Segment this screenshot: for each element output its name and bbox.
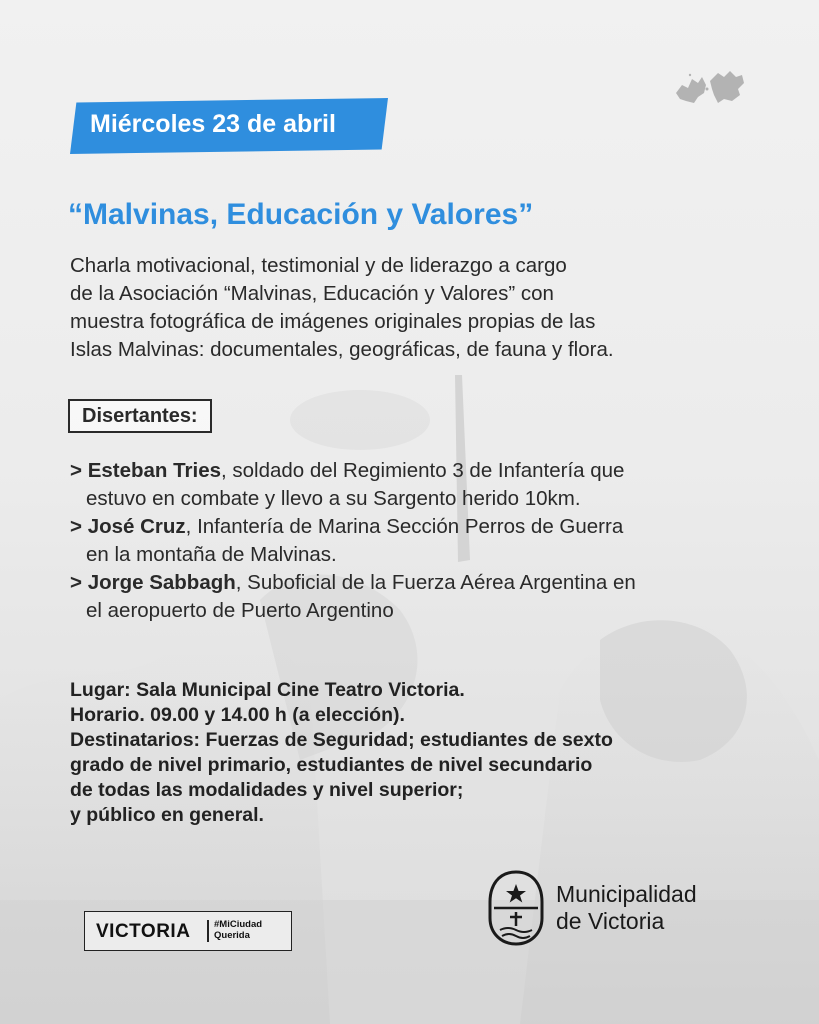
description-line: Islas Malvinas: documentales, geográficas, de fauna y flora. bbox=[70, 338, 614, 361]
description-line: Charla motivacional, testimonial y de liderazgo a cargo bbox=[70, 254, 567, 277]
municipality-line: Municipalidad bbox=[556, 881, 697, 907]
municipality-name bbox=[556, 881, 697, 935]
victoria-wordmark: VICTORIA bbox=[96, 921, 191, 942]
speakers-list bbox=[70, 457, 790, 625]
info-audience-cont: grado de nivel primario, estudiantes de nivel secundario bbox=[70, 754, 593, 776]
info-audience: Destinatarios: Fuerzas de Seguridad; estudiantes de sexto bbox=[70, 729, 613, 751]
description-line: muestra fotográfica de imágenes originales propias de las bbox=[70, 310, 596, 333]
municipality-line: de Victoria bbox=[556, 908, 665, 934]
hashtag-line: Querida bbox=[214, 930, 250, 941]
speaker-item bbox=[70, 457, 790, 513]
logo-divider bbox=[207, 920, 209, 942]
speaker-name: Jorge Sabbagh bbox=[87, 571, 236, 594]
speaker-role: , Suboficial de la Fuerza Aérea Argentina en bbox=[235, 571, 636, 594]
municipal-shield-icon bbox=[486, 868, 546, 948]
info-schedule: Horario. 09.00 y 14.00 h (a elección). bbox=[70, 704, 405, 726]
speaker-role-cont: el aeropuerto de Puerto Argentino bbox=[86, 599, 394, 622]
info-audience-cont: de todas las modalidades y nivel superior; bbox=[70, 779, 464, 801]
speaker-role-cont: estuvo en combate y llevo a su Sargento herido 10km. bbox=[86, 487, 581, 510]
malvinas-map-icon bbox=[670, 63, 750, 111]
event-title: “Malvinas, Educación y Valores” bbox=[68, 198, 534, 231]
speaker-name: José Cruz bbox=[87, 515, 186, 538]
speaker-role: , Infantería de Marina Sección Perros de Guerra bbox=[185, 515, 624, 538]
bullet-arrow: > bbox=[70, 515, 82, 538]
event-date: Miércoles 23 de abril bbox=[90, 110, 336, 138]
event-info bbox=[70, 678, 790, 828]
speaker-name: Esteban Tries bbox=[87, 459, 221, 482]
bullet-arrow: > bbox=[70, 571, 82, 594]
info-venue: Lugar: Sala Municipal Cine Teatro Victoria. bbox=[70, 679, 465, 701]
speakers-label: Disertantes: bbox=[68, 399, 212, 433]
victoria-brand-logo bbox=[84, 911, 292, 951]
hashtag-line: #MiCiudad bbox=[214, 919, 263, 930]
hashtag bbox=[214, 919, 262, 941]
speaker-item bbox=[70, 569, 790, 625]
info-audience-cont: y público en general. bbox=[70, 804, 264, 826]
event-description bbox=[70, 252, 770, 364]
bullet-arrow: > bbox=[70, 459, 82, 482]
speaker-role: , soldado del Regimiento 3 de Infantería que bbox=[221, 459, 625, 482]
speaker-item bbox=[70, 513, 790, 569]
description-line: de la Asociación “Malvinas, Educación y Valores” con bbox=[70, 282, 554, 305]
speaker-role-cont: en la montaña de Malvinas. bbox=[86, 543, 337, 566]
